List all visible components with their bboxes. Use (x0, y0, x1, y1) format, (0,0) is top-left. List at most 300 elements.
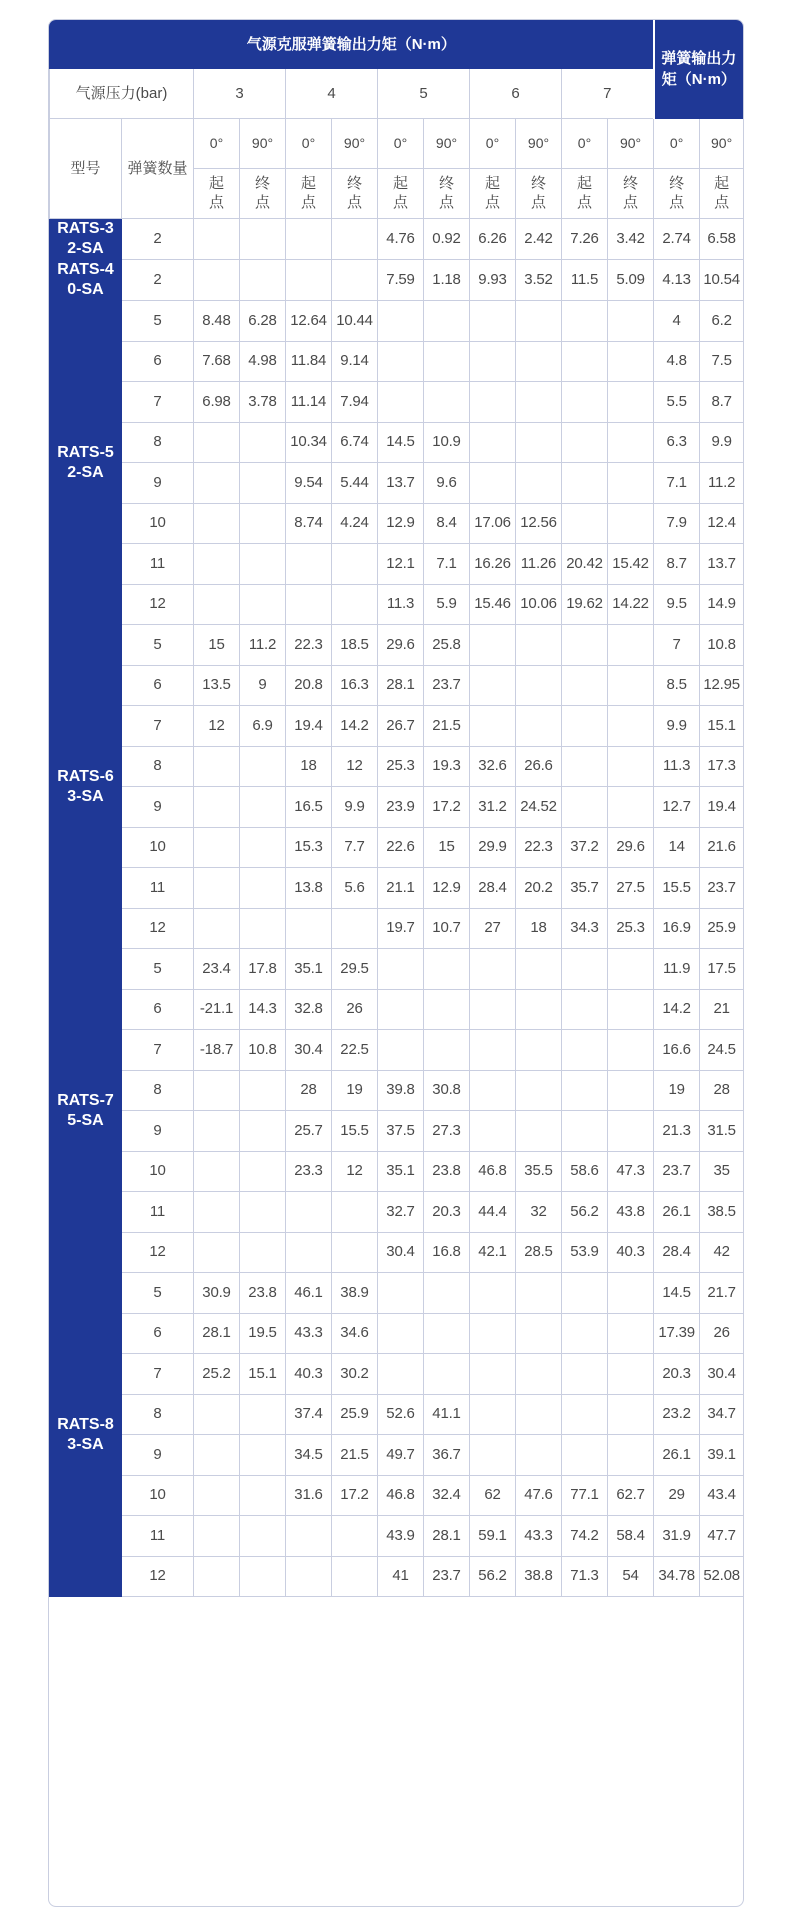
main-title: 气源克服弹簧输出力矩（N·m） (50, 21, 654, 69)
torque-value-cell: 6.98 (194, 382, 240, 423)
table-row (50, 1192, 744, 1233)
torque-value-cell (194, 787, 240, 828)
torque-value-cell: 15 (424, 827, 470, 868)
torque-value-cell: 29.6 (378, 625, 424, 666)
torque-value-cell (240, 787, 286, 828)
torque-value-cell: 15.42 (608, 544, 654, 585)
spring-count-cell: 5 (122, 625, 194, 666)
table-row (50, 1273, 744, 1314)
spring-count-cell: 10 (122, 827, 194, 868)
table-row (50, 503, 744, 544)
spring-count-cell: 10 (122, 1475, 194, 1516)
torque-value-cell (562, 1435, 608, 1476)
torque-value-cell: 23.4 (194, 949, 240, 990)
torque-value-cell (470, 341, 516, 382)
start-point-label: 起点 (378, 169, 424, 219)
torque-value-cell (562, 1354, 608, 1395)
torque-value-cell: 4.98 (240, 341, 286, 382)
torque-value-cell: 8.7 (654, 544, 700, 585)
end-point-label: 终点 (516, 169, 562, 219)
spring-count-cell: 9 (122, 463, 194, 504)
pressure-label: 气源压力(bar) (50, 69, 194, 119)
torque-value-cell: 12.95 (700, 665, 743, 706)
torque-value-cell: 35.1 (286, 949, 332, 990)
torque-value-cell (424, 1354, 470, 1395)
torque-value-cell: 22.3 (286, 625, 332, 666)
torque-value-cell: 41 (378, 1556, 424, 1597)
torque-value-cell: 23.9 (378, 787, 424, 828)
torque-value-cell: 11.5 (562, 260, 608, 301)
spring-count-cell: 6 (122, 665, 194, 706)
torque-value-cell: 16.26 (470, 544, 516, 585)
torque-value-cell (194, 584, 240, 625)
torque-value-cell: 7.1 (424, 544, 470, 585)
torque-value-cell: 25.9 (332, 1394, 378, 1435)
torque-value-cell: 21.6 (700, 827, 743, 868)
torque-value-cell: 11.3 (654, 746, 700, 787)
torque-value-cell (516, 1394, 562, 1435)
torque-value-cell: 23.7 (424, 1556, 470, 1597)
torque-value-cell (240, 1435, 286, 1476)
torque-value-cell: 16.5 (286, 787, 332, 828)
torque-value-cell: 4.24 (332, 503, 378, 544)
torque-value-cell: 29.9 (470, 827, 516, 868)
table-row (50, 219, 744, 260)
table-row (50, 1232, 744, 1273)
torque-value-cell: 20.3 (424, 1192, 470, 1233)
torque-value-cell: 46.1 (286, 1273, 332, 1314)
torque-value-cell: 12.9 (424, 868, 470, 909)
torque-value-cell (194, 1516, 240, 1557)
torque-table-card (49, 20, 743, 1906)
torque-value-cell: 14 (654, 827, 700, 868)
torque-value-cell (516, 1030, 562, 1071)
torque-value-cell: 8.4 (424, 503, 470, 544)
torque-value-cell: 3.78 (240, 382, 286, 423)
torque-value-cell: 35 (700, 1151, 743, 1192)
angle-0-label: 0° (378, 119, 424, 169)
torque-value-cell: 23.8 (240, 1273, 286, 1314)
torque-value-cell (562, 1273, 608, 1314)
torque-value-cell: 3.42 (608, 219, 654, 260)
torque-value-cell: 28.1 (194, 1313, 240, 1354)
torque-value-cell: 8.7 (700, 382, 743, 423)
torque-value-cell: 14.22 (608, 584, 654, 625)
torque-value-cell: 15.46 (470, 584, 516, 625)
torque-value-cell: 39.8 (378, 1070, 424, 1111)
torque-value-cell (378, 341, 424, 382)
torque-value-cell: 10.9 (424, 422, 470, 463)
spring-count-cell: 12 (122, 584, 194, 625)
torque-value-cell (194, 1394, 240, 1435)
torque-value-cell: 25.7 (286, 1111, 332, 1152)
torque-value-cell: 4.13 (654, 260, 700, 301)
spring-count-cell: 8 (122, 1394, 194, 1435)
torque-value-cell: 58.4 (608, 1516, 654, 1557)
torque-value-cell: 4.8 (654, 341, 700, 382)
torque-value-cell: 34.3 (562, 908, 608, 949)
torque-value-cell: 7 (654, 625, 700, 666)
torque-value-cell: 35.1 (378, 1151, 424, 1192)
torque-value-cell: 10.8 (700, 625, 743, 666)
torque-value-cell: 9.54 (286, 463, 332, 504)
torque-value-cell: 46.8 (470, 1151, 516, 1192)
torque-value-cell (378, 1273, 424, 1314)
torque-value-cell: 26.1 (654, 1435, 700, 1476)
torque-value-cell: 21.7 (700, 1273, 743, 1314)
spring-count-cell: 2 (122, 219, 194, 260)
torque-value-cell: 47.6 (516, 1475, 562, 1516)
torque-value-cell: 30.4 (700, 1354, 743, 1395)
torque-value-cell: 58.6 (562, 1151, 608, 1192)
spring-count-cell: 11 (122, 1192, 194, 1233)
end-point-label: 终点 (332, 169, 378, 219)
table-row (50, 949, 744, 990)
torque-value-cell: 30.9 (194, 1273, 240, 1314)
torque-value-cell: 19.3 (424, 746, 470, 787)
torque-value-cell: 21.1 (378, 868, 424, 909)
torque-value-cell: 26.6 (516, 746, 562, 787)
torque-value-cell (286, 1556, 332, 1597)
torque-value-cell: 23.7 (424, 665, 470, 706)
torque-value-cell (562, 949, 608, 990)
torque-value-cell (332, 1516, 378, 1557)
torque-value-cell: 9.9 (332, 787, 378, 828)
torque-value-cell: 26 (700, 1313, 743, 1354)
torque-value-cell (240, 219, 286, 260)
torque-value-cell (424, 1030, 470, 1071)
torque-value-cell: 6.2 (700, 301, 743, 342)
torque-value-cell (470, 989, 516, 1030)
torque-value-cell: 9 (240, 665, 286, 706)
model-name-cell: RATS-83-SA (50, 1273, 122, 1597)
table-row (50, 827, 744, 868)
torque-value-cell: 13.7 (378, 463, 424, 504)
torque-value-cell: 47.7 (700, 1516, 743, 1557)
torque-value-cell: 11.84 (286, 341, 332, 382)
torque-value-cell: 6.74 (332, 422, 378, 463)
torque-value-cell (516, 1070, 562, 1111)
torque-value-cell: 43.8 (608, 1192, 654, 1233)
torque-value-cell (194, 1070, 240, 1111)
torque-value-cell: 20.8 (286, 665, 332, 706)
torque-value-cell (516, 382, 562, 423)
torque-value-cell: 31.5 (700, 1111, 743, 1152)
torque-value-cell: 53.9 (562, 1232, 608, 1273)
torque-value-cell: 6.26 (470, 219, 516, 260)
torque-value-cell (562, 341, 608, 382)
model-name-cell: RATS-52-SA (50, 301, 122, 625)
torque-value-cell: 10.8 (240, 1030, 286, 1071)
torque-value-cell (194, 422, 240, 463)
torque-value-cell (240, 544, 286, 585)
torque-value-cell: 13.7 (700, 544, 743, 585)
torque-value-cell: 56.2 (470, 1556, 516, 1597)
torque-value-cell (608, 1435, 654, 1476)
torque-value-cell (470, 301, 516, 342)
table-row (50, 1030, 744, 1071)
torque-value-cell: 12 (332, 746, 378, 787)
torque-value-cell (240, 503, 286, 544)
spring-count-cell: 5 (122, 949, 194, 990)
torque-value-cell (194, 544, 240, 585)
torque-value-cell (562, 1030, 608, 1071)
torque-value-cell (470, 706, 516, 747)
table-row (50, 1070, 744, 1111)
torque-value-cell: 14.2 (332, 706, 378, 747)
torque-value-cell: 11.9 (654, 949, 700, 990)
torque-value-cell: 9.14 (332, 341, 378, 382)
torque-value-cell: 9.93 (470, 260, 516, 301)
table-row (50, 1111, 744, 1152)
torque-value-cell (240, 422, 286, 463)
torque-value-cell (332, 544, 378, 585)
torque-value-cell: 59.1 (470, 1516, 516, 1557)
torque-value-cell: 12.4 (700, 503, 743, 544)
torque-value-cell: 19.4 (700, 787, 743, 828)
torque-value-cell: 41.1 (424, 1394, 470, 1435)
torque-value-cell: 19.5 (240, 1313, 286, 1354)
torque-value-cell (194, 908, 240, 949)
torque-value-cell: 5.44 (332, 463, 378, 504)
torque-value-cell (516, 625, 562, 666)
torque-value-cell: 25.2 (194, 1354, 240, 1395)
angle-90-label: 90° (608, 119, 654, 169)
torque-value-cell: 22.3 (516, 827, 562, 868)
torque-value-cell (240, 1394, 286, 1435)
torque-value-cell: 16.8 (424, 1232, 470, 1273)
torque-value-cell: 35.5 (516, 1151, 562, 1192)
spring-count-cell: 11 (122, 544, 194, 585)
torque-value-cell: 19 (654, 1070, 700, 1111)
spring-count-cell: 2 (122, 260, 194, 301)
table-row (50, 341, 744, 382)
torque-value-cell: 29.5 (332, 949, 378, 990)
table-row (50, 746, 744, 787)
table-row (50, 1354, 744, 1395)
end-point-label: 终点 (654, 169, 700, 219)
torque-value-cell: 28 (700, 1070, 743, 1111)
torque-value-cell: 7.68 (194, 341, 240, 382)
torque-value-cell: 5.9 (424, 584, 470, 625)
torque-value-cell: 43.3 (286, 1313, 332, 1354)
table-row (50, 868, 744, 909)
spring-count-cell: 11 (122, 1516, 194, 1557)
torque-value-cell (194, 746, 240, 787)
torque-value-cell: 17.3 (700, 746, 743, 787)
torque-value-cell: 13.8 (286, 868, 332, 909)
spring-count-cell: 7 (122, 1354, 194, 1395)
torque-value-cell: 15.5 (332, 1111, 378, 1152)
table-row (50, 301, 744, 342)
torque-value-cell: 30.4 (378, 1232, 424, 1273)
start-point-label: 起点 (562, 169, 608, 219)
torque-value-cell (562, 989, 608, 1030)
torque-value-cell: 26.7 (378, 706, 424, 747)
torque-value-cell (240, 1192, 286, 1233)
torque-value-cell (240, 463, 286, 504)
spring-count-cell: 12 (122, 908, 194, 949)
torque-value-cell (286, 908, 332, 949)
torque-value-cell (424, 382, 470, 423)
torque-value-cell (562, 382, 608, 423)
torque-value-cell: 15.3 (286, 827, 332, 868)
spring-count-cell: 5 (122, 1273, 194, 1314)
torque-value-cell: 26.1 (654, 1192, 700, 1233)
torque-value-cell (240, 827, 286, 868)
torque-value-cell (332, 1232, 378, 1273)
torque-value-cell: 18.5 (332, 625, 378, 666)
torque-value-cell (470, 1435, 516, 1476)
torque-value-cell (608, 1273, 654, 1314)
torque-value-cell (470, 625, 516, 666)
torque-value-cell: 28.5 (516, 1232, 562, 1273)
torque-value-cell (424, 341, 470, 382)
torque-value-cell: 1.18 (424, 260, 470, 301)
torque-value-cell: 18 (286, 746, 332, 787)
torque-value-cell: 30.4 (286, 1030, 332, 1071)
torque-value-cell (516, 1435, 562, 1476)
torque-value-cell (424, 949, 470, 990)
torque-value-cell: 28.1 (424, 1516, 470, 1557)
torque-value-cell: 32.8 (286, 989, 332, 1030)
torque-value-cell (424, 1273, 470, 1314)
torque-value-cell (470, 1111, 516, 1152)
torque-value-cell (608, 341, 654, 382)
torque-value-cell: -18.7 (194, 1030, 240, 1071)
torque-value-cell: 43.4 (700, 1475, 743, 1516)
torque-value-cell (332, 1556, 378, 1597)
torque-value-cell (608, 1354, 654, 1395)
torque-value-cell (194, 1232, 240, 1273)
torque-value-cell: 7.59 (378, 260, 424, 301)
torque-table (49, 20, 743, 1597)
table-row (50, 787, 744, 828)
angle-90-label: 90° (516, 119, 562, 169)
start-point-label: 起点 (700, 169, 743, 219)
table-row (50, 260, 744, 301)
torque-value-cell (194, 503, 240, 544)
torque-value-cell: 35.7 (562, 868, 608, 909)
torque-value-cell (286, 219, 332, 260)
torque-value-cell (608, 1313, 654, 1354)
spring-count-cell: 9 (122, 1111, 194, 1152)
torque-value-cell: 2.42 (516, 219, 562, 260)
torque-value-cell (378, 382, 424, 423)
torque-value-cell (240, 868, 286, 909)
torque-value-cell (378, 1354, 424, 1395)
torque-value-cell: 22.5 (332, 1030, 378, 1071)
torque-value-cell: 11.3 (378, 584, 424, 625)
torque-value-cell (378, 989, 424, 1030)
torque-value-cell (608, 949, 654, 990)
torque-value-cell: 38.9 (332, 1273, 378, 1314)
torque-value-cell: 14.9 (700, 584, 743, 625)
torque-value-cell: 15.1 (700, 706, 743, 747)
torque-value-cell (562, 463, 608, 504)
torque-value-cell (332, 219, 378, 260)
torque-value-cell: 12.9 (378, 503, 424, 544)
torque-value-cell: 6.3 (654, 422, 700, 463)
torque-value-cell: 40.3 (286, 1354, 332, 1395)
start-point-label: 起点 (286, 169, 332, 219)
torque-value-cell: 14.2 (654, 989, 700, 1030)
torque-value-cell: 27 (470, 908, 516, 949)
torque-value-cell (516, 665, 562, 706)
torque-value-cell (562, 1070, 608, 1111)
torque-value-cell (608, 301, 654, 342)
torque-value-cell (194, 1192, 240, 1233)
torque-value-cell: 21.3 (654, 1111, 700, 1152)
torque-value-cell: 2.74 (654, 219, 700, 260)
torque-value-cell: 15.5 (654, 868, 700, 909)
torque-value-cell: 49.7 (378, 1435, 424, 1476)
torque-value-cell (424, 989, 470, 1030)
torque-value-cell: 12.7 (654, 787, 700, 828)
torque-value-cell: 5.5 (654, 382, 700, 423)
torque-value-cell: 9.9 (700, 422, 743, 463)
torque-value-cell (470, 949, 516, 990)
torque-value-cell: 4.76 (378, 219, 424, 260)
torque-value-cell (286, 1192, 332, 1233)
torque-value-cell: 30.8 (424, 1070, 470, 1111)
torque-value-cell: 17.06 (470, 503, 516, 544)
torque-value-cell (240, 1232, 286, 1273)
torque-value-cell (608, 989, 654, 1030)
torque-value-cell (470, 1313, 516, 1354)
torque-value-cell (286, 1232, 332, 1273)
torque-value-cell: 16.6 (654, 1030, 700, 1071)
pressure-value: 3 (194, 69, 286, 119)
table-row (50, 625, 744, 666)
torque-value-cell (608, 1394, 654, 1435)
torque-value-cell: 52.08 (700, 1556, 743, 1597)
torque-value-cell: 37.4 (286, 1394, 332, 1435)
torque-value-cell: -21.1 (194, 989, 240, 1030)
torque-value-cell: 7.26 (562, 219, 608, 260)
torque-value-cell: 14.5 (654, 1273, 700, 1314)
torque-value-cell (194, 260, 240, 301)
torque-value-cell: 42 (700, 1232, 743, 1273)
angle-90-label: 90° (332, 119, 378, 169)
end-point-label: 终点 (240, 169, 286, 219)
torque-value-cell: 32.6 (470, 746, 516, 787)
angle-90-label: 90° (424, 119, 470, 169)
start-point-label: 起点 (194, 169, 240, 219)
spring-count-cell: 10 (122, 503, 194, 544)
torque-value-cell: 14.5 (378, 422, 424, 463)
torque-value-cell (516, 1354, 562, 1395)
header-row-pressure (50, 69, 744, 119)
torque-value-cell: 19.4 (286, 706, 332, 747)
torque-value-cell: 15 (194, 625, 240, 666)
torque-value-cell: 5.6 (332, 868, 378, 909)
torque-value-cell: 20.2 (516, 868, 562, 909)
table-row (50, 1475, 744, 1516)
table-row (50, 1516, 744, 1557)
torque-value-cell: 7.94 (332, 382, 378, 423)
torque-value-cell (562, 665, 608, 706)
torque-value-cell: 11.2 (700, 463, 743, 504)
model-name-cell: RATS-63-SA (50, 625, 122, 949)
torque-value-cell: 46.8 (378, 1475, 424, 1516)
torque-value-cell: 11.14 (286, 382, 332, 423)
torque-value-cell: 34.6 (332, 1313, 378, 1354)
model-label: 型号 (50, 119, 122, 219)
torque-value-cell: 17.39 (654, 1313, 700, 1354)
torque-value-cell: 12.64 (286, 301, 332, 342)
torque-value-cell (562, 301, 608, 342)
